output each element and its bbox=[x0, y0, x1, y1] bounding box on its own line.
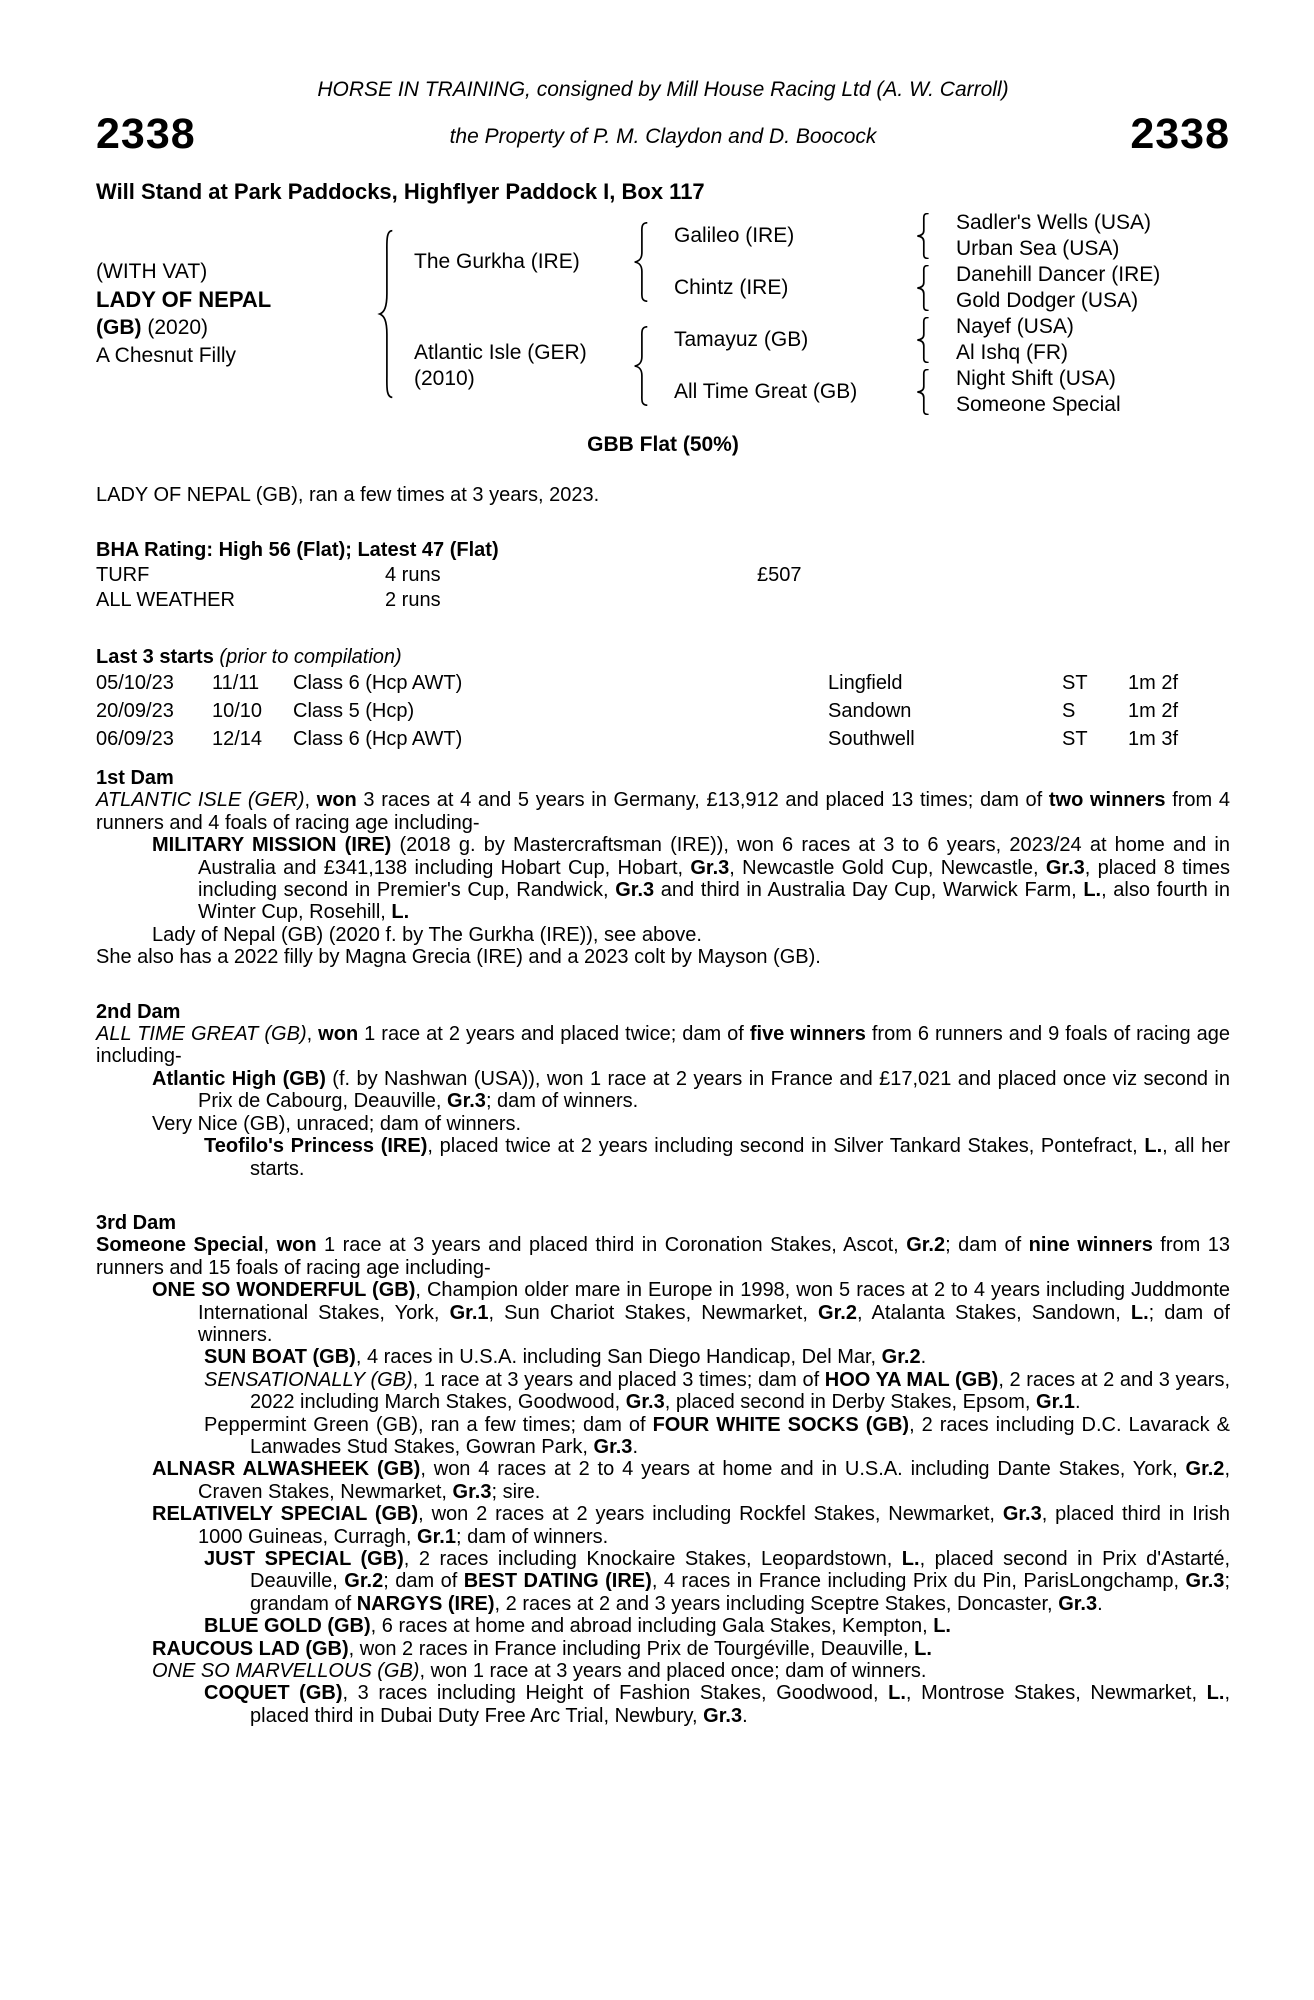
stabling-location: Will Stand at Park Paddocks, Highflyer Paddock I, Box 117 bbox=[96, 179, 705, 204]
pedigree-paragraph: COQUET (GB), 3 races including Height of Fashion Stakes, Goodwood, L., Montrose Stakes, Newmarket, L., placed third in Dubai Duty Free Arc Trial, Newbury, Gr.3. bbox=[204, 1682, 1230, 1727]
race-class: Class 6 (Hcp AWT) bbox=[293, 672, 463, 694]
pedigree-paragraph: MILITARY MISSION (IRE) (2018 g. by Mastercraftsman (IRE)), won 6 races at 3 to 6 years, 2023/24 at home and in Australia and £341,138 including Hobart Cup, Hobart, Gr.3, Newcastle Gold Cup, Newcastle, Gr.3, placed 8 times including second in Premier's Cup, Randwick, Gr.3 and third in Australia Day Cup, Warwick Farm, L., also fourth in Winter Cup, Rosehill, L. bbox=[152, 834, 1230, 924]
pedigree-paragraph: SENSATIONALLY (GB), 1 race at 3 years and placed 3 times; dam of HOO YA MAL (GB), 2 races at 2 and 3 years, 2022 including March Stakes, Goodwood, Gr.3, placed second in Derby Stakes, Epsom, Gr.1. bbox=[204, 1368, 1231, 1414]
dam-heading: 1st Dam bbox=[96, 767, 174, 789]
race-going: ST bbox=[1062, 728, 1088, 750]
consignment-line: HORSE IN TRAINING, consigned by Mill House Racing Ltd (A. W. Carroll) bbox=[317, 78, 1009, 101]
runs-count: 4 runs bbox=[385, 564, 441, 586]
pedigree-brace-icon bbox=[908, 317, 938, 363]
race-class: Class 6 (Hcp AWT) bbox=[293, 728, 463, 750]
race-going: S bbox=[1062, 700, 1076, 722]
great-grandparents-column bbox=[938, 366, 1230, 418]
pedigree-paragraph: She also has a 2022 filly by Magna Grecia (IRE) and a 2023 colt by Mayson (GB). bbox=[96, 946, 821, 969]
race-date: 05/10/23 bbox=[96, 672, 174, 694]
pedigree-paragraph: Someone Special, won 1 race at 3 years and placed third in Coronation Stakes, Ascot, Gr.2; dam of nine winners from 13 runners and 15 foals of racing age including- bbox=[96, 1234, 1231, 1279]
subject-horse-description: A Chesnut Filly bbox=[96, 344, 237, 367]
great-grandparent-name: Someone Special bbox=[956, 393, 1121, 416]
pedigree-paragraph: JUST SPECIAL (GB), 2 races including Knockaire Stakes, Leopardstown, L., placed second in Prix d'Astarté, Deauville, Gr.2; dam of BEST DATING (IRE), 4 races in France including Prix du Pin, ParisLongchamp, Gr.3; grandam of NARGYS (IRE), 2 races at 2 and 3 years including Sceptre Stakes, Doncaster, Gr.3. bbox=[204, 1548, 1230, 1615]
race-position: 11/11 bbox=[212, 672, 260, 694]
dam-heading: 2nd Dam bbox=[96, 1000, 181, 1023]
dam-name-block bbox=[404, 340, 624, 392]
race-summary: LADY OF NEPAL (GB), ran a few times at 3 years, 2023. bbox=[96, 484, 600, 506]
pedigree-paragraph: ALL TIME GREAT (GB), won 1 race at 2 years and placed twice; dam of five winners from 6 runners and 9 foals of racing age including- bbox=[96, 1023, 1230, 1068]
pedigree-brace-icon bbox=[908, 213, 938, 259]
race-course: Southwell bbox=[828, 728, 915, 750]
pedigree-paragraph: Teofilo's Princess (IRE), placed twice at 2 years including second in Silver Tankard Stakes, Pontefract, L., all her starts. bbox=[204, 1135, 1230, 1180]
race-result-row bbox=[96, 697, 1230, 725]
race-distance: 1m 2f bbox=[1128, 700, 1179, 722]
great-grandparent-name: Sadler's Wells (USA) bbox=[956, 211, 1151, 234]
surface-stats-row bbox=[96, 563, 1230, 588]
race-going: ST bbox=[1062, 672, 1088, 694]
runs-count: 2 runs bbox=[385, 589, 441, 611]
third-dam-section bbox=[96, 1212, 1230, 1727]
dam-year: (2010) bbox=[414, 367, 475, 390]
great-grandparent-name: Urban Sea (USA) bbox=[956, 237, 1120, 260]
grandparent-group bbox=[658, 210, 1230, 262]
dam-group bbox=[404, 314, 1230, 418]
pedigree-table bbox=[96, 210, 1230, 418]
grandparent-group bbox=[658, 366, 1230, 418]
last-starts-heading: Last 3 starts bbox=[96, 646, 214, 668]
race-class: Class 5 (Hcp) bbox=[293, 700, 415, 722]
parents-column bbox=[404, 210, 1230, 418]
subject-horse-block bbox=[96, 258, 368, 370]
great-grandparents-column bbox=[938, 314, 1230, 366]
second-dam-section bbox=[96, 1001, 1230, 1180]
great-grandparent-name: Night Shift (USA) bbox=[956, 367, 1116, 390]
sire-name: The Gurkha (IRE) bbox=[414, 250, 580, 273]
dam-name: Atlantic Isle (GER) bbox=[414, 341, 587, 364]
pedigree-brace-icon bbox=[908, 369, 938, 415]
race-result-row bbox=[96, 725, 1230, 753]
great-grandparents-column bbox=[938, 210, 1230, 262]
race-distance: 1m 2f bbox=[1128, 672, 1179, 694]
pedigree-paragraph: ONE SO WONDERFUL (GB), Champion older mare in Europe in 1998, won 5 races at 2 to 4 years including Juddmonte International Stakes, York, Gr.1, Sun Chariot Stakes, Newmarket, Gr.2, Atalanta Stakes, Sandown, L.; dam of winners. bbox=[152, 1279, 1230, 1346]
pedigree-brace-icon bbox=[624, 222, 658, 302]
last-starts-title bbox=[96, 645, 1230, 669]
great-grandparent-name: Gold Dodger (USA) bbox=[956, 289, 1139, 312]
grandparent-group bbox=[658, 314, 1230, 366]
race-date: 06/09/23 bbox=[96, 728, 174, 750]
pedigree-paragraph: SUN BOAT (GB), 4 races in U.S.A. including San Diego Handicap, Del Mar, Gr.2. bbox=[204, 1346, 927, 1369]
vat-note: (WITH VAT) bbox=[96, 260, 208, 283]
pedigree-paragraph: RAUCOUS LAD (GB), won 2 races in France including Prix de Tourgéville, Deauville, L. bbox=[152, 1637, 932, 1660]
grandparent-name: Galileo (IRE) bbox=[674, 224, 795, 247]
pedigree-brace-icon bbox=[624, 326, 658, 406]
surface-label: ALL WEATHER bbox=[96, 589, 235, 611]
grandparent-group bbox=[658, 262, 1230, 314]
race-position: 10/10 bbox=[212, 700, 263, 722]
dam-heading: 3rd Dam bbox=[96, 1211, 177, 1234]
subject-horse-year: (2020) bbox=[147, 316, 209, 339]
pedigree-paragraph: Peppermint Green (GB), ran a few times; dam of FOUR WHITE SOCKS (GB), 2 races including D.C. Lavarack & Lanwades Stud Stakes, Gowran Park, Gr.3. bbox=[204, 1413, 1230, 1458]
great-grandparent-name: Nayef (USA) bbox=[956, 315, 1074, 338]
lot-number-right: 2338 bbox=[1130, 110, 1230, 158]
pedigree-paragraph: RELATIVELY SPECIAL (GB), won 2 races at 2 years including Rockfel Stakes, Newmarket, Gr.3, placed third in Irish 1000 Guineas, Curragh, Gr.1; dam of winners. bbox=[152, 1503, 1230, 1548]
grandparent-name: All Time Great (GB) bbox=[674, 380, 858, 403]
sire-group bbox=[404, 210, 1230, 314]
pedigree-brace-icon bbox=[368, 229, 404, 399]
subject-horse-suffix-year bbox=[96, 314, 368, 342]
race-distance: 1m 3f bbox=[1128, 728, 1179, 750]
pedigree-paragraph: Lady of Nepal (GB) (2020 f. by The Gurkha (IRE)), see above. bbox=[152, 923, 702, 946]
pedigree-paragraph: ONE SO MARVELLOUS (GB), won 1 race at 3 years and placed once; dam of winners. bbox=[152, 1660, 927, 1683]
bha-rating: BHA Rating: High 56 (Flat); Latest 47 (Flat) bbox=[96, 539, 499, 561]
dam-parents-column bbox=[658, 314, 1230, 418]
race-date: 20/09/23 bbox=[96, 700, 174, 722]
subject-horse-suffix: (GB) bbox=[96, 316, 142, 339]
pedigree-paragraph: ATLANTIC ISLE (GER), won 3 races at 4 and 5 years in Germany, £13,912 and placed 13 times; dam of two winners from 4 runners and 4 foals of racing age including- bbox=[96, 789, 1230, 834]
pedigree-paragraph: Atlantic High (GB) (f. by Nashwan (USA)), won 1 race at 2 years in France and £17,021 and placed once viz second in Prix de Cabourg, Deauville, Gr.3; dam of winners. bbox=[152, 1067, 1230, 1113]
lot-header bbox=[96, 112, 1230, 156]
lot-number-left: 2338 bbox=[96, 110, 196, 158]
gbb-scheme-note: GBB Flat (50%) bbox=[587, 433, 739, 456]
great-grandparent-name: Danehill Dancer (IRE) bbox=[956, 263, 1161, 286]
pedigree-brace-icon bbox=[908, 265, 938, 311]
property-line: the Property of P. M. Claydon and D. Boocock bbox=[449, 125, 877, 148]
pedigree-paragraph: ALNASR ALWASHEEK (GB), won 4 races at 2 to 4 years at home and in U.S.A. including Dante Stakes, York, Gr.2, Craven Stakes, Newmarket, Gr.3; sire. bbox=[152, 1458, 1230, 1503]
race-course: Sandown bbox=[828, 700, 912, 722]
pedigree-paragraph: Very Nice (GB), unraced; dam of winners. bbox=[152, 1112, 522, 1135]
race-course: Lingfield bbox=[828, 672, 903, 694]
sire-parents-column bbox=[658, 210, 1230, 314]
great-grandparent-name: Al Ishq (FR) bbox=[956, 341, 1069, 364]
race-result-row bbox=[96, 669, 1230, 697]
grandparent-name: Chintz (IRE) bbox=[674, 276, 789, 299]
earnings: £507 bbox=[757, 564, 802, 586]
last-starts-section bbox=[96, 645, 1230, 753]
last-starts-subtitle: (prior to compilation) bbox=[219, 646, 402, 668]
first-dam-section bbox=[96, 767, 1230, 969]
great-grandparents-column bbox=[938, 262, 1230, 314]
race-position: 12/14 bbox=[212, 728, 263, 750]
grandparent-name: Tamayuz (GB) bbox=[674, 328, 809, 351]
surface-stats-row bbox=[96, 588, 1230, 613]
subject-horse-name: LADY OF NEPAL bbox=[96, 287, 272, 312]
surface-label: TURF bbox=[96, 564, 150, 586]
pedigree-paragraph: BLUE GOLD (GB), 6 races at home and abroad including Gala Stakes, Kempton, L. bbox=[204, 1615, 951, 1638]
earnings bbox=[757, 588, 1230, 613]
